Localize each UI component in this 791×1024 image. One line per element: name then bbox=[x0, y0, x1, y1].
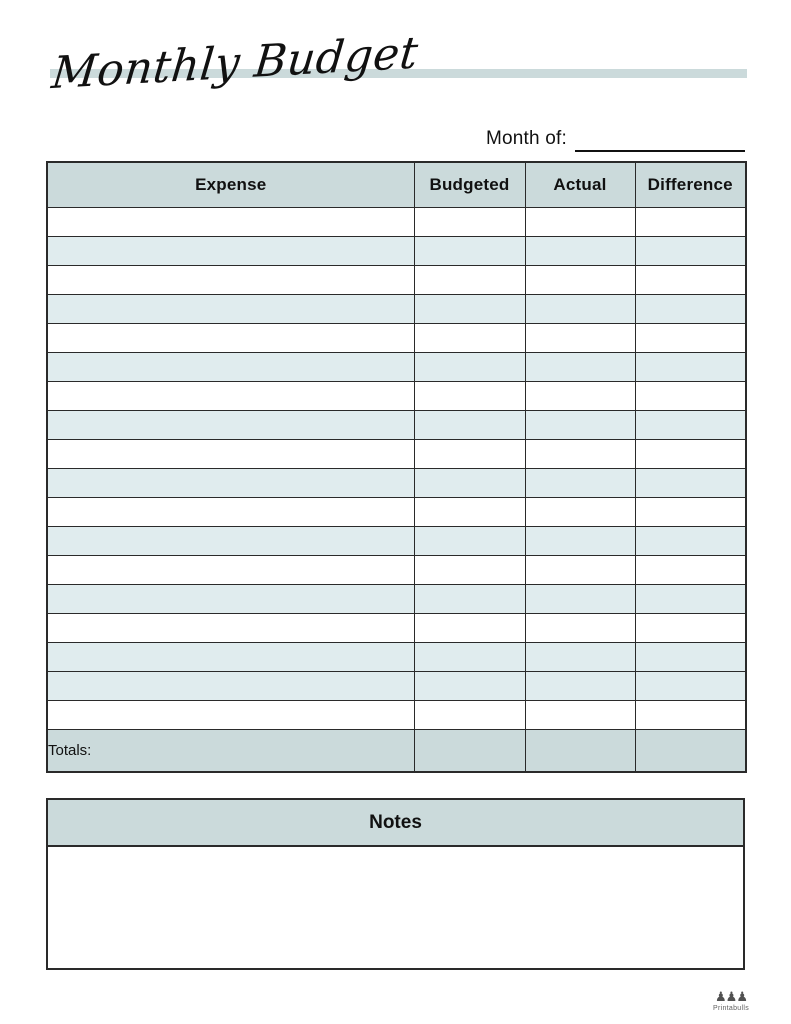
cell-expense[interactable] bbox=[47, 352, 414, 381]
cell-difference[interactable] bbox=[635, 497, 746, 526]
table-row[interactable] bbox=[47, 671, 746, 700]
cell-actual[interactable] bbox=[525, 555, 635, 584]
notes-header: Notes bbox=[48, 800, 743, 847]
month-of-input[interactable] bbox=[575, 130, 745, 152]
cell-difference[interactable] bbox=[635, 236, 746, 265]
cell-expense[interactable] bbox=[47, 642, 414, 671]
cell-actual[interactable] bbox=[525, 323, 635, 352]
cell-actual[interactable] bbox=[525, 468, 635, 497]
cell-budgeted[interactable] bbox=[414, 381, 525, 410]
table-row[interactable] bbox=[47, 323, 746, 352]
cell-expense[interactable] bbox=[47, 294, 414, 323]
cell-difference[interactable] bbox=[635, 671, 746, 700]
cell-budgeted[interactable] bbox=[414, 584, 525, 613]
notes-section bbox=[46, 798, 745, 970]
cell-budgeted[interactable] bbox=[414, 410, 525, 439]
cell-difference[interactable] bbox=[635, 381, 746, 410]
cell-expense[interactable] bbox=[47, 265, 414, 294]
budget-table-head bbox=[47, 162, 746, 207]
cell-expense[interactable] bbox=[47, 526, 414, 555]
cell-difference[interactable] bbox=[635, 265, 746, 294]
cell-actual[interactable] bbox=[525, 236, 635, 265]
totals-actual[interactable] bbox=[525, 729, 635, 772]
cell-expense[interactable] bbox=[47, 613, 414, 642]
table-row[interactable] bbox=[47, 468, 746, 497]
cell-actual[interactable] bbox=[525, 207, 635, 236]
totals-row[interactable] bbox=[47, 729, 746, 772]
cell-budgeted[interactable] bbox=[414, 497, 525, 526]
table-row[interactable] bbox=[47, 642, 746, 671]
cell-expense[interactable] bbox=[47, 236, 414, 265]
cell-budgeted[interactable] bbox=[414, 352, 525, 381]
notes-input[interactable] bbox=[48, 847, 743, 968]
month-of-label: Month of: bbox=[485, 128, 567, 149]
cell-difference[interactable] bbox=[635, 468, 746, 497]
cell-budgeted[interactable] bbox=[414, 613, 525, 642]
cell-difference[interactable] bbox=[635, 555, 746, 584]
cell-expense[interactable] bbox=[47, 381, 414, 410]
cell-expense[interactable] bbox=[47, 410, 414, 439]
cell-budgeted[interactable] bbox=[414, 294, 525, 323]
cell-budgeted[interactable] bbox=[414, 439, 525, 468]
table-row[interactable] bbox=[47, 613, 746, 642]
table-row[interactable] bbox=[47, 381, 746, 410]
cell-actual[interactable] bbox=[525, 584, 635, 613]
cell-actual[interactable] bbox=[525, 700, 635, 729]
cell-actual[interactable] bbox=[525, 381, 635, 410]
budget-table-body bbox=[47, 207, 746, 772]
budget-table bbox=[46, 161, 747, 773]
cell-budgeted[interactable] bbox=[414, 700, 525, 729]
cell-actual[interactable] bbox=[525, 439, 635, 468]
column-header-actual: Actual bbox=[525, 162, 635, 207]
cell-actual[interactable] bbox=[525, 671, 635, 700]
brand-name: Printabulls bbox=[713, 1005, 749, 1012]
table-header-row bbox=[47, 162, 746, 207]
cell-budgeted[interactable] bbox=[414, 555, 525, 584]
table-row[interactable] bbox=[47, 555, 746, 584]
cell-expense[interactable] bbox=[47, 671, 414, 700]
table-row[interactable] bbox=[47, 700, 746, 729]
table-row[interactable] bbox=[47, 439, 746, 468]
cell-budgeted[interactable] bbox=[414, 265, 525, 294]
table-row[interactable] bbox=[47, 410, 746, 439]
cell-actual[interactable] bbox=[525, 265, 635, 294]
column-header-expense: Expense bbox=[47, 162, 414, 207]
table-row[interactable] bbox=[47, 497, 746, 526]
cell-difference[interactable] bbox=[635, 584, 746, 613]
cell-expense[interactable] bbox=[47, 555, 414, 584]
cell-difference[interactable] bbox=[635, 613, 746, 642]
cell-actual[interactable] bbox=[525, 352, 635, 381]
totals-label: Totals: bbox=[47, 729, 414, 772]
table-row[interactable] bbox=[47, 265, 746, 294]
month-of-field[interactable] bbox=[0, 124, 791, 152]
cell-difference[interactable] bbox=[635, 294, 746, 323]
brand-footer bbox=[713, 992, 749, 1012]
cell-expense[interactable] bbox=[47, 700, 414, 729]
column-header-difference: Difference bbox=[635, 162, 746, 207]
table-row[interactable] bbox=[47, 294, 746, 323]
cell-budgeted[interactable] bbox=[414, 671, 525, 700]
table-row[interactable] bbox=[47, 207, 746, 236]
cell-difference[interactable] bbox=[635, 439, 746, 468]
table-row[interactable] bbox=[47, 352, 746, 381]
page-title: Monthly Budget bbox=[49, 27, 421, 100]
cell-difference[interactable] bbox=[635, 526, 746, 555]
cell-actual[interactable] bbox=[525, 642, 635, 671]
cell-expense[interactable] bbox=[47, 468, 414, 497]
table-row[interactable] bbox=[47, 236, 746, 265]
cell-budgeted[interactable] bbox=[414, 642, 525, 671]
cell-actual[interactable] bbox=[525, 526, 635, 555]
cell-expense[interactable] bbox=[47, 207, 414, 236]
cell-budgeted[interactable] bbox=[414, 468, 525, 497]
cell-difference[interactable] bbox=[635, 410, 746, 439]
cell-expense[interactable] bbox=[47, 584, 414, 613]
cell-budgeted[interactable] bbox=[414, 207, 525, 236]
totals-difference[interactable] bbox=[635, 729, 746, 772]
cell-budgeted[interactable] bbox=[414, 323, 525, 352]
table-row[interactable] bbox=[47, 526, 746, 555]
cell-expense[interactable] bbox=[47, 323, 414, 352]
cell-budgeted[interactable] bbox=[414, 526, 525, 555]
cell-actual[interactable] bbox=[525, 294, 635, 323]
cell-actual[interactable] bbox=[525, 613, 635, 642]
cell-budgeted[interactable] bbox=[414, 236, 525, 265]
brand-logo-icon: ♟♟♟ bbox=[715, 990, 747, 1005]
column-header-budgeted: Budgeted bbox=[414, 162, 525, 207]
table-row[interactable] bbox=[47, 584, 746, 613]
cell-difference[interactable] bbox=[635, 642, 746, 671]
cell-difference[interactable] bbox=[635, 700, 746, 729]
cell-expense[interactable] bbox=[47, 497, 414, 526]
cell-actual[interactable] bbox=[525, 410, 635, 439]
cell-actual[interactable] bbox=[525, 497, 635, 526]
cell-difference[interactable] bbox=[635, 352, 746, 381]
cell-difference[interactable] bbox=[635, 323, 746, 352]
cell-difference[interactable] bbox=[635, 207, 746, 236]
cell-expense[interactable] bbox=[47, 439, 414, 468]
totals-budgeted[interactable] bbox=[414, 729, 525, 772]
page-header bbox=[0, 28, 791, 100]
